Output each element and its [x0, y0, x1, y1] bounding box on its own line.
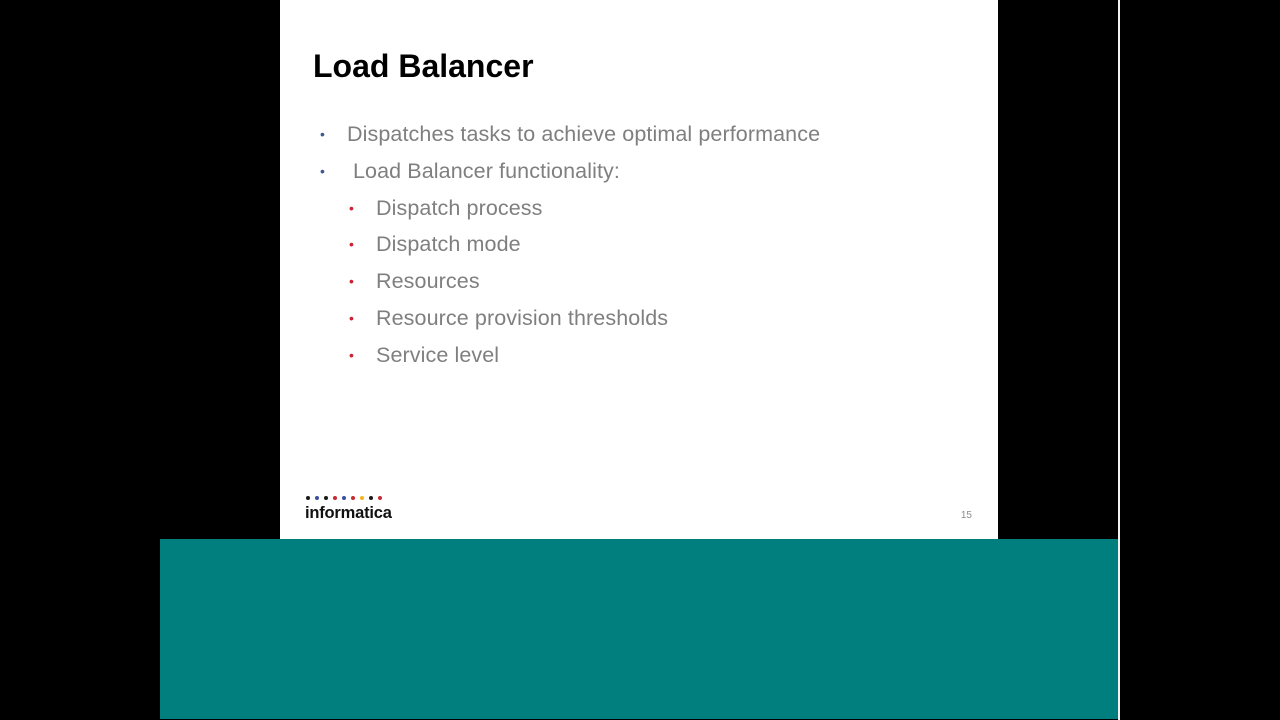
sub-bullet-text: Dispatch process [376, 195, 543, 220]
logo-dot [342, 496, 346, 500]
sub-bullet-text: Resources [376, 269, 480, 294]
bullet-text: Load Balancer functionality: [353, 158, 620, 183]
logo-dot [315, 496, 319, 500]
presentation-slide [280, 0, 998, 539]
bullet-text: Dispatches tasks to achieve optimal performance [347, 122, 821, 146]
sub-bullet-marker: • [349, 199, 355, 216]
frame-edge [1118, 0, 1120, 720]
sub-bullet-marker: • [349, 346, 355, 363]
bullet-marker: • [320, 162, 326, 179]
bullet-item [280, 153, 998, 190]
sub-bullet-marker: • [349, 309, 355, 326]
sub-bullet-item [280, 263, 998, 300]
sub-bullet-item [280, 190, 998, 227]
bullet-list [280, 116, 998, 374]
sub-bullet-item [280, 226, 998, 263]
logo-dot [324, 496, 328, 500]
logo-dot [306, 496, 310, 500]
bullet-marker: • [320, 126, 326, 142]
logo-dot [360, 496, 364, 500]
sub-bullet-item [280, 300, 998, 337]
logo-dot [378, 496, 382, 500]
sub-bullet-text: Resource provision thresholds [376, 305, 669, 330]
bullet-item [280, 116, 998, 153]
slide-title: Load Balancer [313, 48, 534, 84]
logo-dot [351, 496, 355, 500]
sub-bullet-item [280, 337, 998, 374]
sub-bullet-marker: • [349, 236, 355, 253]
sub-bullet-marker: • [349, 273, 355, 290]
logo-dot [369, 496, 373, 500]
logo-wordmark: informatica [305, 504, 392, 522]
teal-overlay-panel [160, 539, 1118, 719]
logo-dot [333, 496, 337, 500]
sub-bullet-text: Service level [376, 342, 500, 367]
sub-bullet-text: Dispatch mode [376, 232, 521, 257]
page-number: 15 [960, 510, 972, 521]
logo-dots [306, 496, 382, 502]
informatica-logo [305, 496, 415, 524]
